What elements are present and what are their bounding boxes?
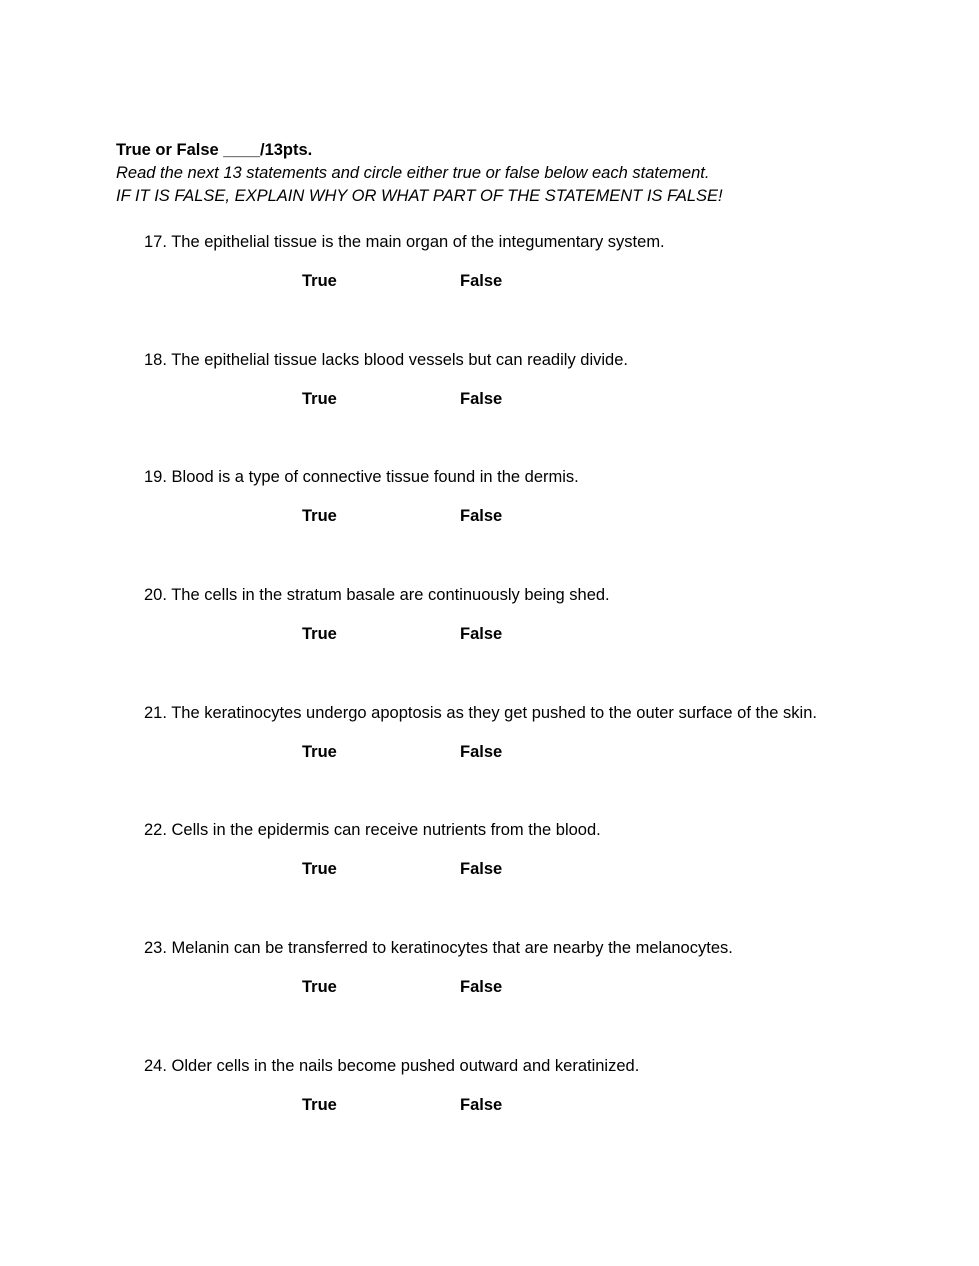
- true-option[interactable]: True: [302, 978, 337, 996]
- question-24: [144, 1056, 944, 1115]
- question-21: [144, 703, 944, 762]
- true-option[interactable]: True: [302, 390, 337, 408]
- question-statement: 22. Cells in the epidermis can receive nutrients from the blood.: [144, 821, 601, 839]
- question-statement: 18. The epithelial tissue lacks blood vessels but can readily divide.: [144, 351, 628, 369]
- false-option[interactable]: False: [460, 743, 503, 761]
- question-statement: 20. The cells in the stratum basale are continuously being shed.: [144, 586, 610, 604]
- question-17: [144, 232, 944, 291]
- true-option[interactable]: True: [302, 272, 337, 290]
- false-option[interactable]: False: [460, 978, 503, 996]
- true-option[interactable]: True: [302, 507, 337, 525]
- question-statement: 17. The epithelial tissue is the main organ of the integumentary system.: [144, 233, 665, 251]
- false-option[interactable]: False: [460, 860, 503, 878]
- true-option[interactable]: True: [302, 625, 337, 643]
- question-22: [144, 820, 944, 879]
- answer-options: [144, 389, 944, 409]
- answer-options: [144, 742, 944, 762]
- answer-options: [144, 271, 944, 291]
- true-option[interactable]: True: [302, 1096, 337, 1114]
- answer-options: [144, 859, 944, 879]
- question-statement: 19. Blood is a type of connective tissue found in the dermis.: [144, 468, 579, 486]
- question-statement: 23. Melanin can be transferred to keratinocytes that are nearby the melanocytes.: [144, 939, 733, 957]
- true-option[interactable]: True: [302, 860, 337, 878]
- question-19: [144, 467, 944, 526]
- section-title: True or False ____/13pts.: [116, 141, 313, 159]
- answer-options: [144, 506, 944, 526]
- question-statement: 24. Older cells in the nails become pushed outward and keratinized.: [144, 1057, 640, 1075]
- false-option[interactable]: False: [460, 272, 503, 290]
- instruction-line-1: Read the next 13 statements and circle either true or false below each statement.: [116, 164, 710, 182]
- false-option[interactable]: False: [460, 625, 503, 643]
- true-option[interactable]: True: [302, 743, 337, 761]
- answer-options: [144, 624, 944, 644]
- question-18: [144, 350, 944, 409]
- false-option[interactable]: False: [460, 1096, 503, 1114]
- question-statement: 21. The keratinocytes undergo apoptosis as they get pushed to the outer surface of the skin.: [144, 704, 817, 722]
- false-option[interactable]: False: [460, 390, 503, 408]
- instruction-line-2: IF IT IS FALSE, EXPLAIN WHY OR WHAT PART OF THE STATEMENT IS FALSE!: [116, 187, 723, 205]
- question-20: [144, 585, 944, 644]
- answer-options: [144, 1095, 944, 1115]
- answer-options: [144, 977, 944, 997]
- section-header: [116, 139, 936, 208]
- question-23: [144, 938, 944, 997]
- false-option[interactable]: False: [460, 507, 503, 525]
